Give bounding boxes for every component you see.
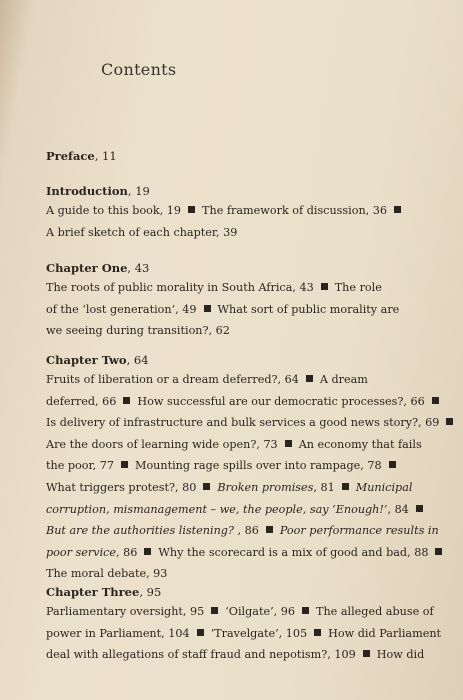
toc-entry: A brief sketch of each chapter, 39: [46, 225, 238, 239]
toc-entry: What triggers protest?, 80: [46, 480, 197, 494]
section-introduction: [46, 183, 446, 243]
toc-entry: Mounting rage spills over into rampage, 78: [134, 459, 382, 473]
page-number: , 86: [233, 524, 259, 538]
section-title: [46, 183, 446, 200]
toc-line: [46, 277, 446, 299]
square-bullet-icon: [306, 375, 313, 382]
toc-entry: What sort of public morality are: [217, 302, 400, 316]
title-text: Chapter Three: [46, 585, 140, 599]
toc-entry: The role: [334, 281, 382, 294]
title-text: Chapter Two: [46, 353, 127, 367]
section-title: [46, 584, 446, 601]
square-bullet-icon: [342, 483, 349, 490]
section-title: [46, 352, 446, 369]
square-bullet-icon: [435, 548, 442, 555]
square-bullet-icon: [285, 440, 292, 447]
toc-entry: Parliamentary oversight, 95: [46, 605, 205, 618]
toc-entry: the poor, 77: [46, 459, 114, 473]
page-number: , 86: [116, 545, 138, 559]
toc-line: [46, 455, 446, 477]
square-bullet-icon: [266, 526, 273, 533]
section-chapter-two: [46, 352, 446, 585]
toc-entry: A dream: [319, 373, 368, 386]
toc-entry: we seeing during transition?, 62: [46, 324, 230, 338]
toc-line: [46, 299, 446, 321]
toc-entry: A guide to this book, 19: [46, 204, 182, 217]
toc-line: [46, 320, 446, 342]
square-bullet-icon: [394, 206, 401, 213]
page-number: , 64: [126, 353, 149, 367]
toc-entry: How successful are our democratic processes?, 66: [137, 394, 425, 408]
toc-line: [46, 434, 446, 456]
toc-entry: Is delivery of infrastructure and bulk services a good news story?, 69: [46, 416, 440, 430]
toc-entry-italic: poor service: [46, 545, 117, 559]
toc-entry: The roots of public morality in South Africa, 43: [46, 281, 314, 294]
square-bullet-icon: [188, 206, 195, 213]
section-preface: [46, 148, 446, 165]
square-bullet-icon: [211, 607, 218, 614]
toc-line: [46, 412, 446, 434]
page-number: , 95: [139, 585, 162, 599]
page-number: , 11: [94, 149, 117, 163]
toc-entry-italic: Municipal: [355, 480, 413, 494]
toc-line: [46, 520, 446, 542]
toc-line: [46, 477, 446, 499]
toc-line: [46, 200, 446, 222]
toc-line: [46, 601, 446, 623]
title-text: Introduction: [46, 184, 128, 198]
toc-entry-italic: Broken promises: [217, 480, 314, 494]
toc-entry-italic: Poor performance results in: [279, 524, 439, 538]
section-chapter-three: [46, 584, 446, 666]
toc-entry: power in Parliament, 104: [46, 626, 190, 640]
toc-line: [46, 563, 446, 585]
page-number: , 43: [127, 261, 150, 275]
page-number: , 81: [313, 480, 335, 494]
square-bullet-icon: [197, 629, 204, 636]
toc-entry: The alleged abuse of: [316, 605, 434, 618]
toc-entry: Why the scorecard is a mix of good and bad, 88: [158, 545, 429, 559]
toc-entry: Are the doors of learning wide open?, 73: [46, 437, 278, 451]
toc-line: [46, 391, 446, 413]
toc-entry-italic: But are the authorities listening?: [46, 524, 234, 538]
section-chapter-one: [46, 260, 446, 342]
toc-line: [46, 542, 446, 564]
toc-entry: Fruits of liberation or a dream deferred?, 64: [46, 373, 299, 386]
toc-entry: ‘Oilgate’, 96: [225, 605, 295, 618]
page-number: , 84: [387, 502, 409, 516]
toc-line: [46, 499, 446, 521]
toc-line: [46, 644, 446, 666]
toc-line: [46, 369, 446, 391]
section-title: [46, 148, 446, 165]
square-bullet-icon: [416, 505, 423, 512]
square-bullet-icon: [144, 548, 151, 555]
toc-entry: deferred, 66: [46, 394, 117, 408]
section-title: [46, 260, 446, 277]
contents-heading: Contents: [101, 60, 177, 79]
square-bullet-icon: [123, 397, 130, 404]
square-bullet-icon: [314, 629, 321, 636]
square-bullet-icon: [302, 607, 309, 614]
toc-line: [46, 623, 446, 645]
square-bullet-icon: [203, 483, 210, 490]
toc-line: [46, 222, 446, 244]
toc-entry-italic: corruption, mismanagement – we, the people, say ‘Enough!’: [46, 502, 388, 516]
toc-entry: The framework of discussion, 36: [202, 204, 388, 217]
square-bullet-icon: [321, 283, 328, 290]
toc-entry: ‘Travelgate’, 105: [210, 626, 308, 640]
toc-entry: How did Parliament: [328, 626, 442, 640]
toc-entry: deal with allegations of staff fraud and nepotism?, 109: [46, 648, 356, 662]
square-bullet-icon: [363, 650, 370, 657]
square-bullet-icon: [446, 418, 453, 425]
square-bullet-icon: [432, 397, 439, 404]
square-bullet-icon: [389, 461, 396, 468]
title-text: Chapter One: [46, 261, 128, 275]
square-bullet-icon: [121, 461, 128, 468]
toc-entry: of the ‘lost generation’, 49: [46, 302, 197, 316]
title-text: Preface: [46, 149, 95, 163]
page-number: , 19: [127, 184, 150, 198]
toc-entry: The moral debate, 93: [46, 567, 168, 581]
toc-entry: An economy that fails: [298, 437, 422, 451]
square-bullet-icon: [204, 305, 211, 312]
toc-entry: How did: [376, 648, 425, 662]
